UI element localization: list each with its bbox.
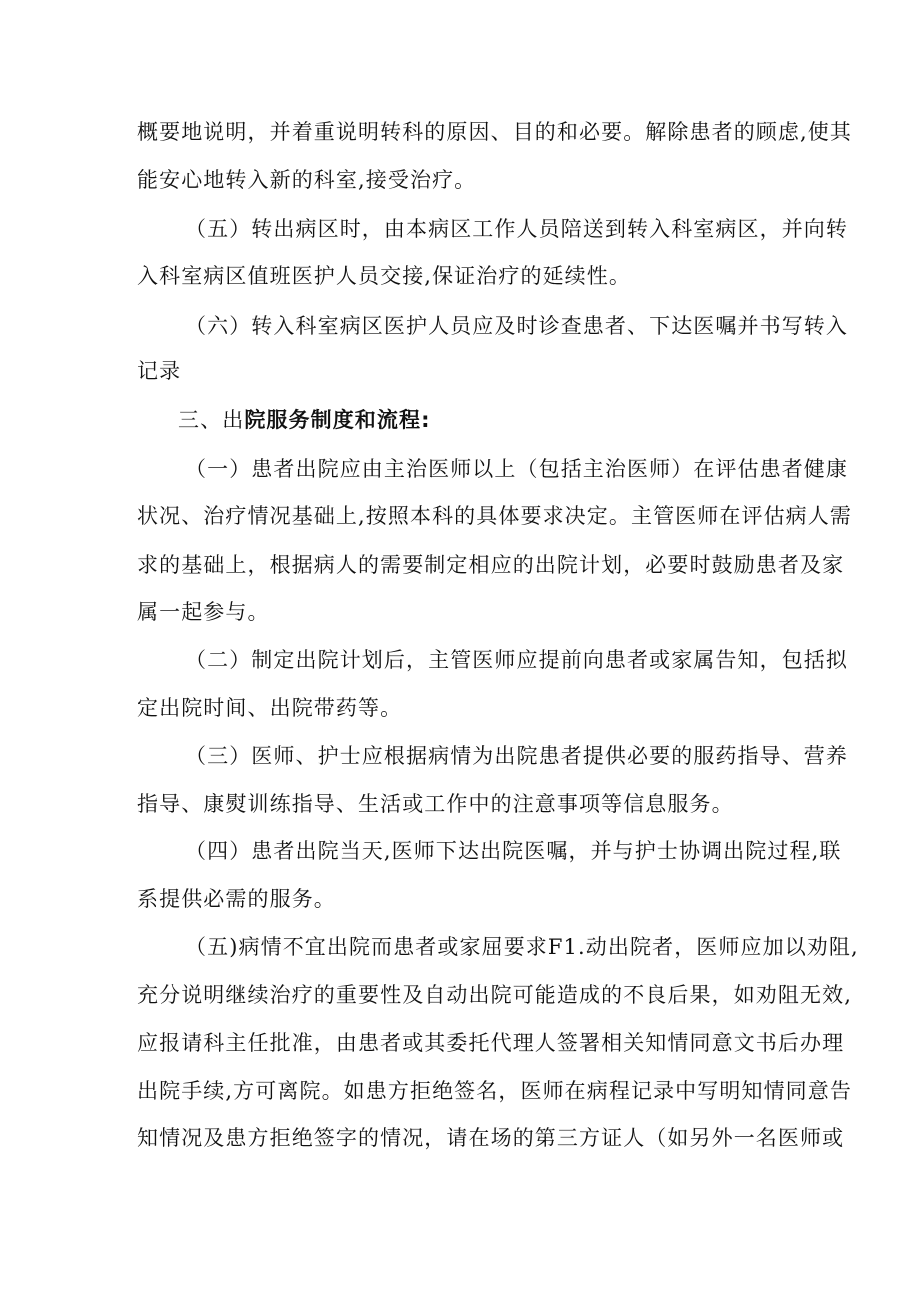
paragraph-line: 状况、治疗情况基础上,按照本科的具体要求决定。主管医师在评估病人需	[137, 504, 852, 528]
paragraph-line: （一）患者出院应由主治医师以上（包括主治医师）在评估患者健康	[185, 457, 848, 481]
paragraph-line: 属一起参与。	[137, 600, 270, 624]
paragraph-line: （六）转入科室病区医护人员应及时诊查患者、下达医嘱并书写转入	[185, 314, 848, 338]
paragraph-line: 应报请科主任批准，由患者或其委托代理人签署相关知情同意文书后办理	[137, 1031, 845, 1055]
paragraph-line: 知情况及患方拒绝签字的情况，请在场的第三方证人（如另外一名医师或	[137, 1126, 845, 1150]
paragraph-line: （三）医师、护士应根据病情为出院患者提供必要的服药指导、营养	[185, 744, 848, 768]
paragraph-line: （二）制定出院计划后，主管医师应提前向患者或家属告知，包括拟	[185, 648, 848, 672]
section-heading	[178, 406, 838, 434]
section-heading-prefix: 三、出	[178, 408, 245, 432]
paragraph-line: （五）转出病区时，由本病区工作人员陪送到转入科室病区，并向转	[185, 217, 848, 241]
paragraph-line: （五)病情不宜出院而患者或家屈要求F1.动出院者，医师应加以劝阻,	[185, 935, 859, 959]
paragraph-line: 概要地说明，并着重说明转科的原因、目的和必要。解除患者的顾虑,使其	[137, 120, 852, 144]
paragraph-line: 定出院时间、出院带药等。	[137, 696, 403, 720]
section-heading-title: 院服务制度和流程:	[244, 408, 431, 432]
paragraph-line: 充分说明继续治疗的重要性及自动出院可能造成的不良后果，如劝阻无效,	[137, 983, 852, 1007]
paragraph-line: 入科室病区值班医护人员交接,保证治疗的延续性。	[137, 264, 631, 288]
paragraph-line: 指导、康熨训练指导、生活或工作中的注意事项等信息服务。	[137, 792, 734, 816]
paragraph-line: 出院手续,方可离院。如患方拒绝签名，医师在病程记录中写明知情同意告	[137, 1079, 852, 1103]
paragraph-line: 系提供必需的服务。	[137, 887, 336, 911]
paragraph-line: 记录	[137, 359, 182, 383]
paragraph-line: 能安心地转入新的科室,接受治疗。	[137, 168, 477, 192]
paragraph-line: （四）患者出院当天,医师下达出院医嘱，并与护士协调出院过程,联	[185, 839, 842, 863]
paragraph-line: 求的基础上，根据病人的需要制定相应的出院计划，必要时鼓励患者及家	[137, 553, 845, 577]
